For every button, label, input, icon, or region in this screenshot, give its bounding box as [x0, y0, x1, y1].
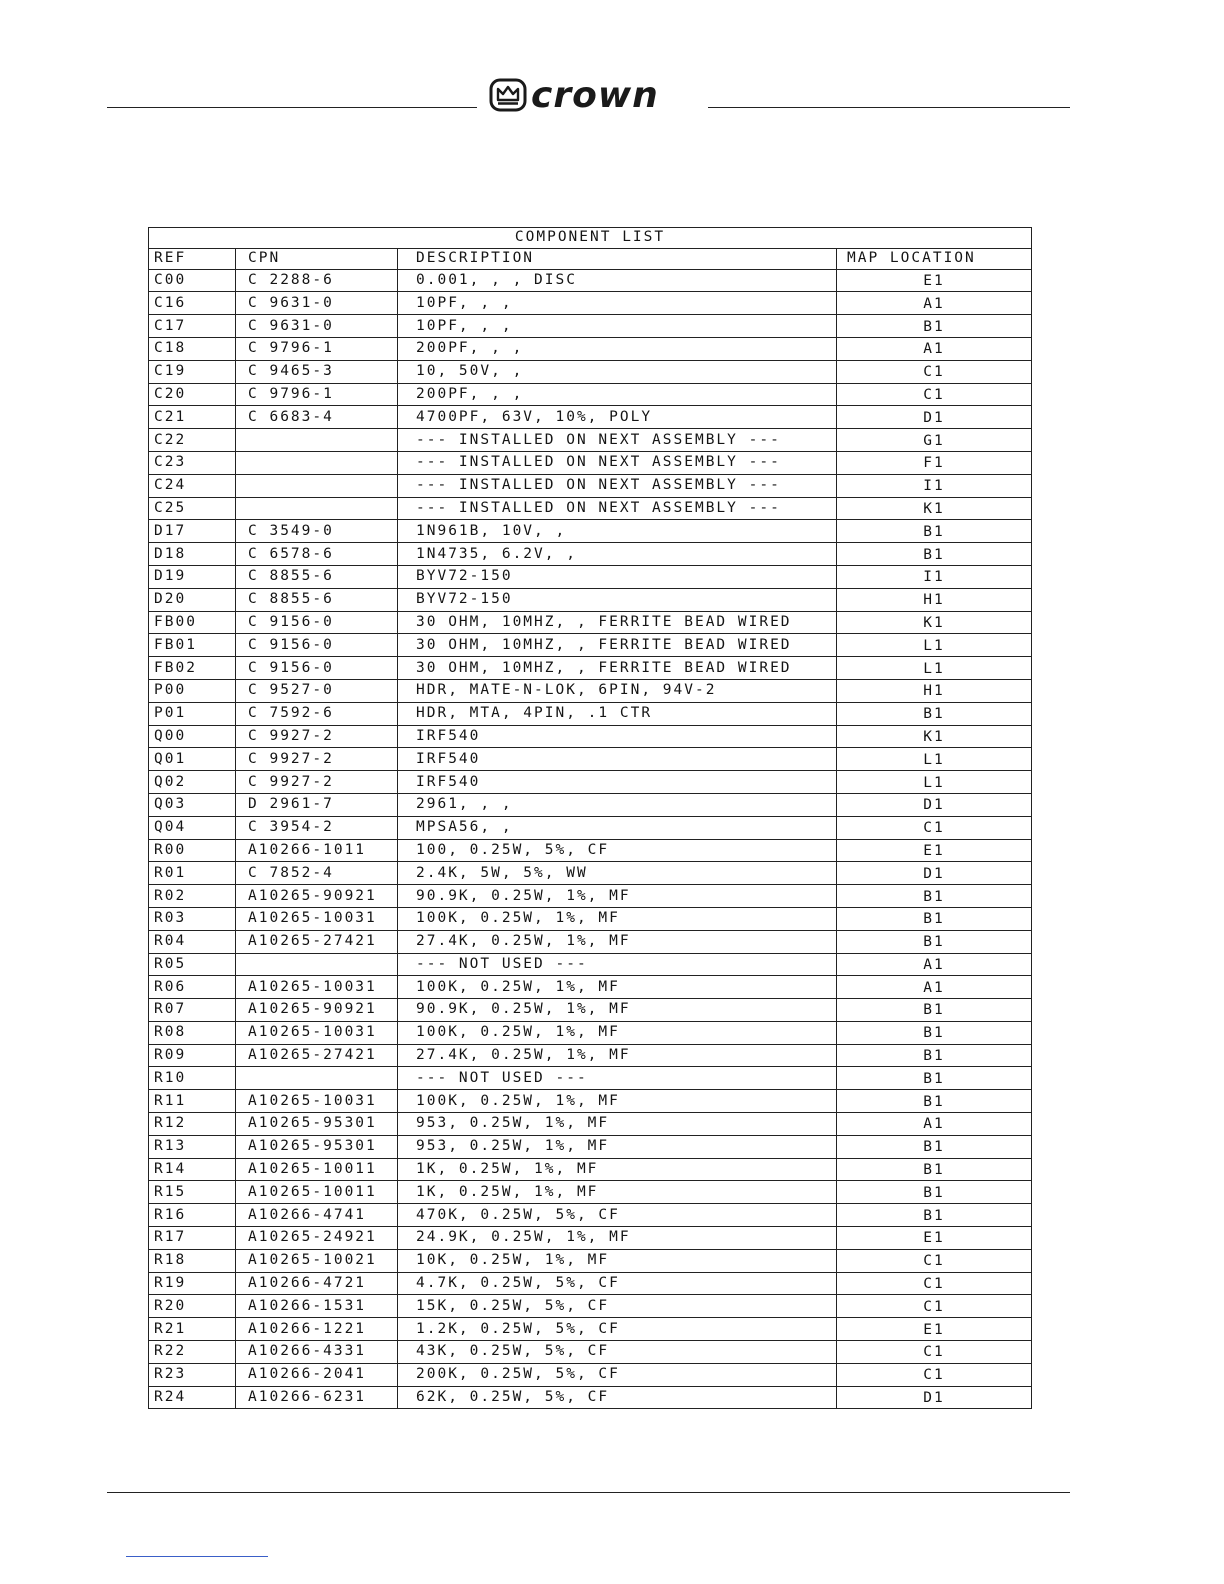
cell-ref: D18: [149, 543, 236, 566]
cell-cpn: A10265-27421: [236, 930, 398, 953]
cell-ref: R15: [149, 1181, 236, 1204]
cell-description: --- INSTALLED ON NEXT ASSEMBLY ---: [398, 474, 837, 497]
cell-ref: C16: [149, 292, 236, 315]
cell-map-location: B1: [837, 1181, 1032, 1204]
cell-description: 10, 50V, ,: [398, 360, 837, 383]
cell-cpn: [236, 451, 398, 474]
cell-description: BYV72-150: [398, 565, 837, 588]
cell-description: 4.7K, 0.25W, 5%, CF: [398, 1272, 837, 1295]
cell-cpn: [236, 429, 398, 452]
table-row: [149, 1113, 1032, 1136]
table-row: [149, 816, 1032, 839]
cell-map-location: H1: [837, 679, 1032, 702]
cell-map-location: K1: [837, 725, 1032, 748]
cell-cpn: A10265-10021: [236, 1249, 398, 1272]
cell-description: 10PF, , ,: [398, 315, 837, 338]
cell-map-location: B1: [837, 1135, 1032, 1158]
cell-map-location: H1: [837, 588, 1032, 611]
cell-ref: C18: [149, 337, 236, 360]
cell-description: 470K, 0.25W, 5%, CF: [398, 1204, 837, 1227]
cell-cpn: A10265-10031: [236, 976, 398, 999]
cell-description: 24.9K, 0.25W, 1%, MF: [398, 1227, 837, 1250]
footer-mark: [126, 1556, 268, 1557]
table-row: [149, 657, 1032, 680]
table-row: [149, 976, 1032, 999]
cell-ref: R16: [149, 1204, 236, 1227]
cell-cpn: A10266-4331: [236, 1341, 398, 1364]
cell-map-location: K1: [837, 497, 1032, 520]
cell-cpn: [236, 1067, 398, 1090]
cell-ref: FB00: [149, 611, 236, 634]
table-row: [149, 1135, 1032, 1158]
cell-description: HDR, MTA, 4PIN, .1 CTR: [398, 702, 837, 725]
table-row: [149, 748, 1032, 771]
cell-map-location: E1: [837, 839, 1032, 862]
cell-description: 30 OHM, 10MHZ, , FERRITE BEAD WIRED: [398, 634, 837, 657]
table-row: [149, 702, 1032, 725]
table-header-row: [149, 248, 1032, 269]
cell-description: 30 OHM, 10MHZ, , FERRITE BEAD WIRED: [398, 611, 837, 634]
cell-description: 15K, 0.25W, 5%, CF: [398, 1295, 837, 1318]
cell-description: 4700PF, 63V, 10%, POLY: [398, 406, 837, 429]
cell-ref: R09: [149, 1044, 236, 1067]
cell-description: 1K, 0.25W, 1%, MF: [398, 1158, 837, 1181]
cell-map-location: B1: [837, 315, 1032, 338]
cell-ref: R05: [149, 953, 236, 976]
cell-ref: C21: [149, 406, 236, 429]
table-row: [149, 907, 1032, 930]
cell-ref: R08: [149, 1021, 236, 1044]
table-row: [149, 930, 1032, 953]
cell-ref: D20: [149, 588, 236, 611]
cell-ref: FB02: [149, 657, 236, 680]
cell-description: 100K, 0.25W, 1%, MF: [398, 1021, 837, 1044]
cell-map-location: B1: [837, 885, 1032, 908]
table-title: COMPONENT LIST: [149, 228, 1032, 249]
table-row: [149, 611, 1032, 634]
cell-cpn: C 7852-4: [236, 862, 398, 885]
cell-ref: R12: [149, 1113, 236, 1136]
cell-map-location: B1: [837, 930, 1032, 953]
table-row: [149, 725, 1032, 748]
cell-description: 10PF, , ,: [398, 292, 837, 315]
cell-map-location: B1: [837, 1204, 1032, 1227]
cell-cpn: C 9156-0: [236, 634, 398, 657]
table-row: [149, 1386, 1032, 1409]
cell-description: 100K, 0.25W, 1%, MF: [398, 976, 837, 999]
cell-description: 90.9K, 0.25W, 1%, MF: [398, 999, 837, 1022]
header-rule-right: [708, 107, 1070, 108]
crown-logo: [489, 75, 701, 118]
cell-ref: Q02: [149, 771, 236, 794]
cell-ref: R07: [149, 999, 236, 1022]
cell-cpn: A10266-4721: [236, 1272, 398, 1295]
cell-description: 2.4K, 5W, 5%, WW: [398, 862, 837, 885]
table-row: [149, 1363, 1032, 1386]
table-row: [149, 360, 1032, 383]
cell-cpn: C 3954-2: [236, 816, 398, 839]
table-row: [149, 1021, 1032, 1044]
cell-ref: R00: [149, 839, 236, 862]
crown-emblem-icon: [489, 78, 527, 112]
cell-cpn: C 9156-0: [236, 611, 398, 634]
column-header-map-location: MAP LOCATION: [837, 248, 1032, 269]
cell-cpn: C 6683-4: [236, 406, 398, 429]
cell-cpn: A10266-1221: [236, 1318, 398, 1341]
cell-description: 1N4735, 6.2V, ,: [398, 543, 837, 566]
cell-cpn: C 9527-0: [236, 679, 398, 702]
table-row: [149, 337, 1032, 360]
table-row: [149, 383, 1032, 406]
table-row: [149, 1227, 1032, 1250]
cell-description: IRF540: [398, 748, 837, 771]
cell-description: --- NOT USED ---: [398, 1067, 837, 1090]
cell-map-location: D1: [837, 793, 1032, 816]
cell-ref: R10: [149, 1067, 236, 1090]
column-header-ref: REF: [149, 248, 236, 269]
cell-description: 90.9K, 0.25W, 1%, MF: [398, 885, 837, 908]
cell-cpn: A10265-24921: [236, 1227, 398, 1250]
cell-ref: R13: [149, 1135, 236, 1158]
component-list-table: [148, 227, 1032, 1409]
cell-cpn: C 9156-0: [236, 657, 398, 680]
table-row: [149, 1044, 1032, 1067]
cell-cpn: A10265-10011: [236, 1158, 398, 1181]
cell-cpn: C 9796-1: [236, 383, 398, 406]
table-row: [149, 269, 1032, 292]
cell-cpn: A10265-95301: [236, 1135, 398, 1158]
cell-map-location: C1: [837, 1295, 1032, 1318]
cell-map-location: A1: [837, 292, 1032, 315]
cell-description: 0.001, , , DISC: [398, 269, 837, 292]
table-row: [149, 1090, 1032, 1113]
cell-cpn: C 9927-2: [236, 725, 398, 748]
cell-map-location: E1: [837, 1227, 1032, 1250]
table-row: [149, 1272, 1032, 1295]
cell-description: --- INSTALLED ON NEXT ASSEMBLY ---: [398, 497, 837, 520]
cell-ref: C24: [149, 474, 236, 497]
cell-map-location: A1: [837, 1113, 1032, 1136]
cell-cpn: C 3549-0: [236, 520, 398, 543]
cell-cpn: A10266-4741: [236, 1204, 398, 1227]
table-row: [149, 1067, 1032, 1090]
table-row: [149, 474, 1032, 497]
cell-map-location: D1: [837, 1386, 1032, 1409]
cell-map-location: C1: [837, 1272, 1032, 1295]
cell-cpn: [236, 497, 398, 520]
cell-map-location: A1: [837, 337, 1032, 360]
cell-description: 27.4K, 0.25W, 1%, MF: [398, 930, 837, 953]
cell-ref: R18: [149, 1249, 236, 1272]
cell-ref: R03: [149, 907, 236, 930]
cell-description: 1.2K, 0.25W, 5%, CF: [398, 1318, 837, 1341]
cell-description: 100, 0.25W, 5%, CF: [398, 839, 837, 862]
cell-description: HDR, MATE-N-LOK, 6PIN, 94V-2: [398, 679, 837, 702]
cell-description: 100K, 0.25W, 1%, MF: [398, 907, 837, 930]
cell-map-location: I1: [837, 474, 1032, 497]
cell-description: 200PF, , ,: [398, 383, 837, 406]
cell-ref: R11: [149, 1090, 236, 1113]
table-title-row: [149, 228, 1032, 249]
cell-cpn: A10265-10011: [236, 1181, 398, 1204]
cell-cpn: A10266-6231: [236, 1386, 398, 1409]
cell-map-location: I1: [837, 565, 1032, 588]
cell-map-location: B1: [837, 1158, 1032, 1181]
cell-ref: P00: [149, 679, 236, 702]
cell-ref: R22: [149, 1341, 236, 1364]
cell-map-location: B1: [837, 543, 1032, 566]
table-row: [149, 406, 1032, 429]
cell-map-location: L1: [837, 748, 1032, 771]
cell-map-location: C1: [837, 1341, 1032, 1364]
table-row: [149, 1158, 1032, 1181]
cell-ref: R17: [149, 1227, 236, 1250]
cell-ref: R06: [149, 976, 236, 999]
cell-map-location: E1: [837, 269, 1032, 292]
cell-ref: R19: [149, 1272, 236, 1295]
cell-map-location: G1: [837, 429, 1032, 452]
table-row: [149, 793, 1032, 816]
cell-map-location: L1: [837, 771, 1032, 794]
cell-description: 100K, 0.25W, 1%, MF: [398, 1090, 837, 1113]
table-row: [149, 1204, 1032, 1227]
cell-cpn: [236, 953, 398, 976]
brand-wordmark: crown: [531, 75, 659, 116]
cell-cpn: C 9465-3: [236, 360, 398, 383]
table-row: [149, 862, 1032, 885]
component-rows: [149, 269, 1032, 1409]
cell-map-location: B1: [837, 1044, 1032, 1067]
cell-description: 1K, 0.25W, 1%, MF: [398, 1181, 837, 1204]
cell-map-location: K1: [837, 611, 1032, 634]
cell-ref: R21: [149, 1318, 236, 1341]
cell-description: IRF540: [398, 771, 837, 794]
cell-map-location: L1: [837, 634, 1032, 657]
table-row: [149, 679, 1032, 702]
cell-cpn: C 9796-1: [236, 337, 398, 360]
cell-cpn: A10266-2041: [236, 1363, 398, 1386]
cell-description: --- INSTALLED ON NEXT ASSEMBLY ---: [398, 429, 837, 452]
cell-ref: C22: [149, 429, 236, 452]
cell-description: 62K, 0.25W, 5%, CF: [398, 1386, 837, 1409]
cell-description: 10K, 0.25W, 1%, MF: [398, 1249, 837, 1272]
cell-map-location: C1: [837, 360, 1032, 383]
cell-map-location: A1: [837, 976, 1032, 999]
cell-ref: R04: [149, 930, 236, 953]
cell-map-location: B1: [837, 520, 1032, 543]
table-row: [149, 1249, 1032, 1272]
cell-cpn: A10265-90921: [236, 999, 398, 1022]
cell-map-location: E1: [837, 1318, 1032, 1341]
cell-description: 27.4K, 0.25W, 1%, MF: [398, 1044, 837, 1067]
table-row: [149, 429, 1032, 452]
cell-ref: R23: [149, 1363, 236, 1386]
cell-cpn: A10265-95301: [236, 1113, 398, 1136]
cell-ref: C17: [149, 315, 236, 338]
table-row: [149, 520, 1032, 543]
cell-map-location: B1: [837, 702, 1032, 725]
cell-cpn: A10265-10031: [236, 1090, 398, 1113]
cell-cpn: A10265-27421: [236, 1044, 398, 1067]
column-header-description: DESCRIPTION: [398, 248, 837, 269]
cell-cpn: D 2961-7: [236, 793, 398, 816]
cell-cpn: C 9927-2: [236, 771, 398, 794]
cell-cpn: C 2288-6: [236, 269, 398, 292]
cell-map-location: D1: [837, 862, 1032, 885]
cell-map-location: C1: [837, 1249, 1032, 1272]
cell-cpn: A10266-1011: [236, 839, 398, 862]
cell-description: --- INSTALLED ON NEXT ASSEMBLY ---: [398, 451, 837, 474]
cell-map-location: B1: [837, 999, 1032, 1022]
table-row: [149, 497, 1032, 520]
cell-map-location: B1: [837, 1067, 1032, 1090]
cell-map-location: A1: [837, 953, 1032, 976]
footer-rule: [107, 1492, 1070, 1493]
cell-cpn: A10266-1531: [236, 1295, 398, 1318]
column-header-cpn: CPN: [236, 248, 398, 269]
cell-cpn: C 7592-6: [236, 702, 398, 725]
table-row: [149, 451, 1032, 474]
table-row: [149, 999, 1032, 1022]
cell-ref: C19: [149, 360, 236, 383]
table-row: [149, 588, 1032, 611]
table-row: [149, 634, 1032, 657]
cell-description: 30 OHM, 10MHZ, , FERRITE BEAD WIRED: [398, 657, 837, 680]
cell-ref: D19: [149, 565, 236, 588]
cell-map-location: D1: [837, 406, 1032, 429]
cell-cpn: C 9927-2: [236, 748, 398, 771]
cell-ref: C25: [149, 497, 236, 520]
cell-ref: Q00: [149, 725, 236, 748]
table-row: [149, 953, 1032, 976]
table-row: [149, 771, 1032, 794]
cell-map-location: B1: [837, 1021, 1032, 1044]
cell-description: 200K, 0.25W, 5%, CF: [398, 1363, 837, 1386]
cell-ref: R24: [149, 1386, 236, 1409]
cell-description: IRF540: [398, 725, 837, 748]
cell-cpn: C 6578-6: [236, 543, 398, 566]
cell-description: 953, 0.25W, 1%, MF: [398, 1113, 837, 1136]
table-row: [149, 543, 1032, 566]
cell-ref: C23: [149, 451, 236, 474]
cell-cpn: [236, 474, 398, 497]
cell-cpn: C 9631-0: [236, 292, 398, 315]
cell-ref: C00: [149, 269, 236, 292]
cell-ref: R20: [149, 1295, 236, 1318]
table-row: [149, 1295, 1032, 1318]
cell-description: BYV72-150: [398, 588, 837, 611]
table-row: [149, 885, 1032, 908]
cell-map-location: B1: [837, 907, 1032, 930]
cell-description: 2961, , ,: [398, 793, 837, 816]
cell-ref: R01: [149, 862, 236, 885]
header-rule-left: [107, 107, 477, 108]
cell-cpn: C 9631-0: [236, 315, 398, 338]
cell-map-location: C1: [837, 383, 1032, 406]
cell-cpn: A10265-10031: [236, 907, 398, 930]
cell-map-location: F1: [837, 451, 1032, 474]
cell-ref: FB01: [149, 634, 236, 657]
table-row: [149, 839, 1032, 862]
cell-description: 43K, 0.25W, 5%, CF: [398, 1341, 837, 1364]
cell-description: 200PF, , ,: [398, 337, 837, 360]
cell-cpn: C 8855-6: [236, 588, 398, 611]
cell-map-location: L1: [837, 657, 1032, 680]
cell-cpn: A10265-90921: [236, 885, 398, 908]
cell-ref: R02: [149, 885, 236, 908]
cell-cpn: C 8855-6: [236, 565, 398, 588]
cell-ref: P01: [149, 702, 236, 725]
cell-map-location: B1: [837, 1090, 1032, 1113]
table-row: [149, 1318, 1032, 1341]
table-row: [149, 1181, 1032, 1204]
cell-description: 1N961B, 10V, ,: [398, 520, 837, 543]
cell-map-location: C1: [837, 816, 1032, 839]
table-row: [149, 1341, 1032, 1364]
cell-ref: Q04: [149, 816, 236, 839]
cell-cpn: A10265-10031: [236, 1021, 398, 1044]
cell-ref: R14: [149, 1158, 236, 1181]
cell-ref: D17: [149, 520, 236, 543]
cell-ref: C20: [149, 383, 236, 406]
table-row: [149, 565, 1032, 588]
cell-description: 953, 0.25W, 1%, MF: [398, 1135, 837, 1158]
cell-ref: Q01: [149, 748, 236, 771]
table-row: [149, 315, 1032, 338]
table-row: [149, 292, 1032, 315]
cell-description: MPSA56, ,: [398, 816, 837, 839]
cell-ref: Q03: [149, 793, 236, 816]
cell-map-location: C1: [837, 1363, 1032, 1386]
cell-description: --- NOT USED ---: [398, 953, 837, 976]
